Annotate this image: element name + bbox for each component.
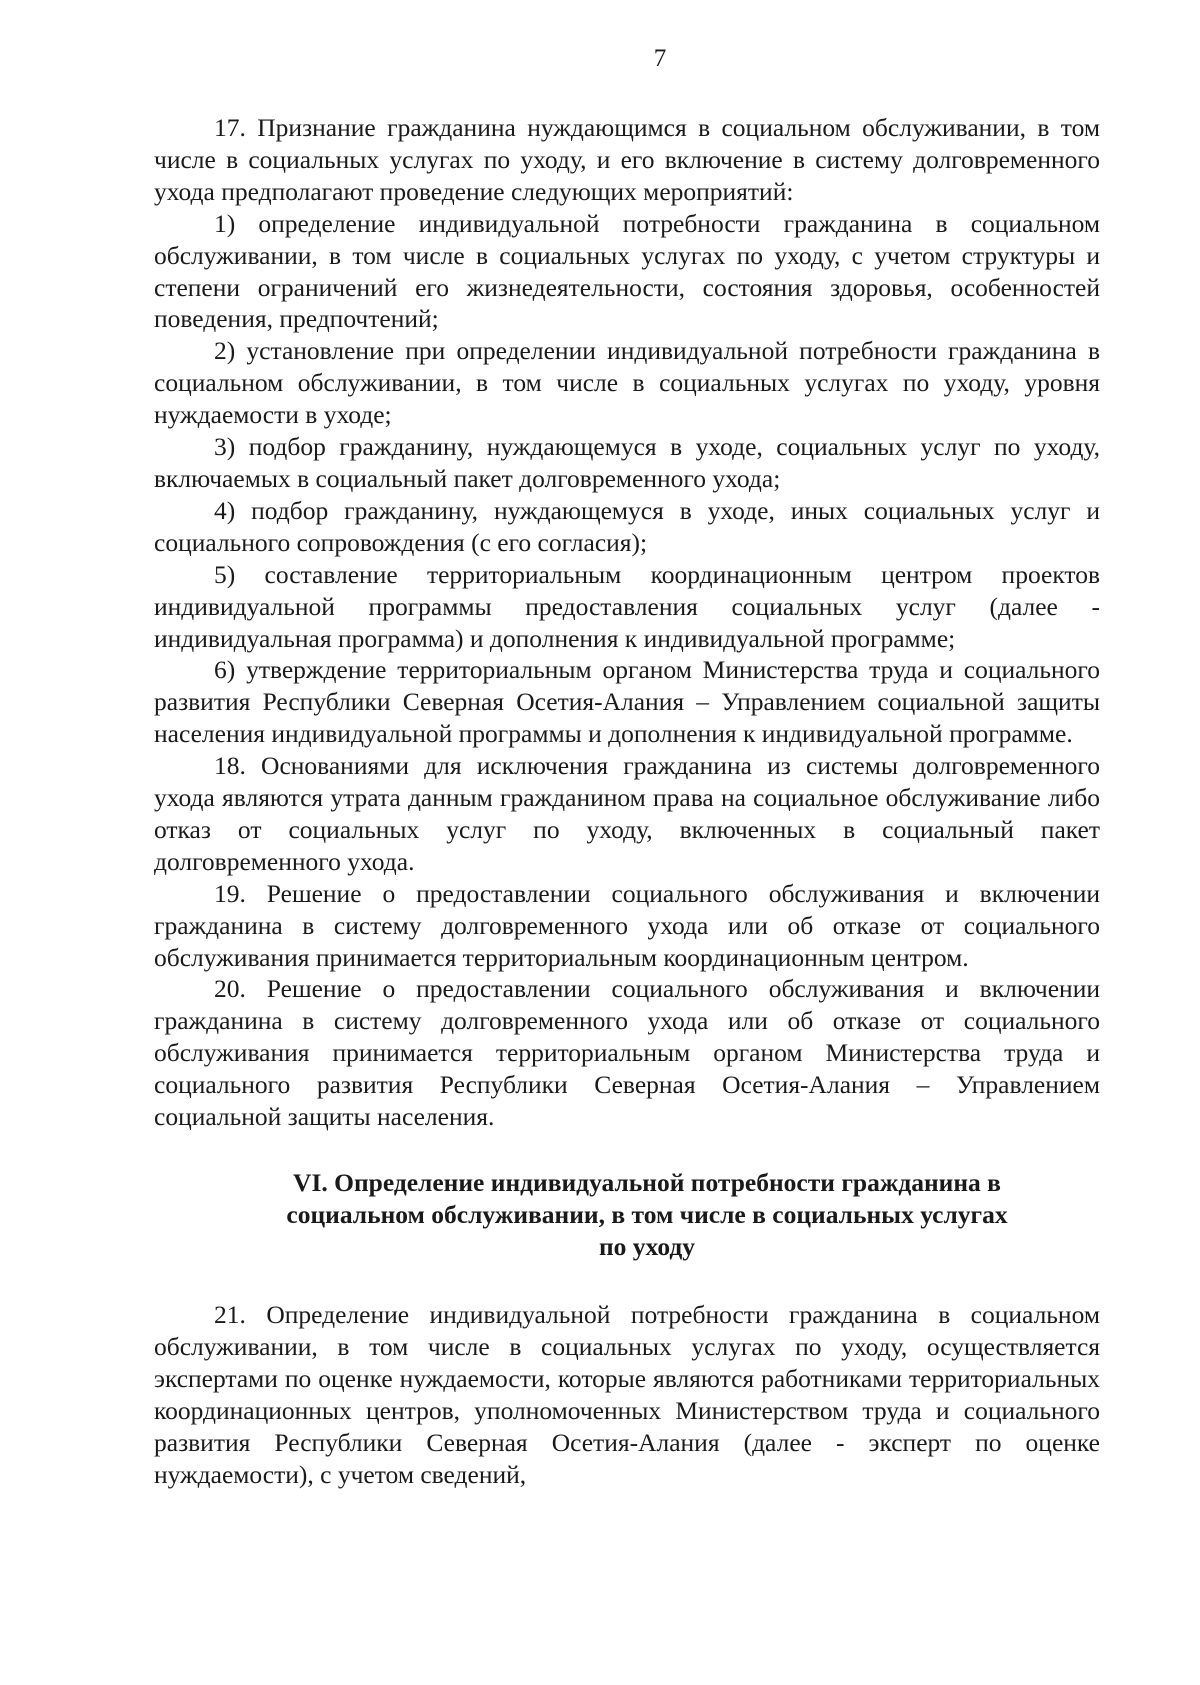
- section-heading-line-3: по уходу: [598, 1232, 695, 1261]
- section-heading-line-1: VI. Определение индивидуальной потребности гражданина в: [293, 1168, 1001, 1197]
- page-number: 7: [653, 45, 667, 72]
- document-body: [154, 112, 1100, 1490]
- list-item-1: 1) определение индивидуальной потребности гражданина в социальном обслуживании, в том числе в социальных услугах по уходу, с учетом структуры и степени ограничений его жизнедеятельности, состояния здоровья, особенностей поведения, предпочтений;: [154, 208, 1100, 334]
- list-item-5: 5) составление территориальным координационным центром проектов индивидуальной программы предоставления социальных услуг (далее - индивидуальная программа) и дополнения к индивидуальной программе;: [154, 559, 1100, 653]
- paragraph-21: 21. Определение индивидуальной потребности гражданина в социальном обслуживании, в том числе в социальных услугах по уходу, осуществляется экспертами по оценке нуждаемости, которые являются работниками территориальных координационных центров, уполномоченных Министерством труда и социального развития Республики Северная Осетия-Алания (далее - эксперт по оценке нуждаемости), с учетом сведений,: [154, 1300, 1100, 1489]
- paragraph-17: 17. Признание гражданина нуждающимся в социальном обслуживании, в том числе в социальных услугах по уходу, и его включение в систему долговременного ухода предполагают проведение следующих мероприятий:: [154, 113, 1100, 206]
- list-item-4: 4) подбор гражданину, нуждающемуся в уходе, иных социальных услуг и социального сопровождения (с его согласия);: [154, 495, 1100, 557]
- list-item-3: 3) подбор гражданину, нуждающемуся в уходе, социальных услуг по уходу, включаемых в социальный пакет долговременного ухода;: [154, 432, 1100, 493]
- paragraph-19: 19. Решение о предоставлении социального обслуживания и включении гражданина в систему долговременного ухода или об отказе от социального обслуживания принимается территориальным координационным центром.: [154, 878, 1100, 972]
- paragraph-18: 18. Основаниями для исключения гражданина из системы долговременного ухода являются утрата данным гражданином права на социальное обслуживание либо отказ от социальных услуг по уходу, включенных в социальный пакет долговременного ухода.: [154, 751, 1100, 876]
- section-heading: [154, 1167, 1100, 1263]
- section-heading-line-2: социальном обслуживании, в том числе в социальных услугах: [286, 1200, 1008, 1229]
- paragraph-20: 20. Решение о предоставлении социального обслуживания и включении гражданина в систему долговременного ухода или об отказе от социального обслуживания принимается территориальным органом Министерства труда и социального развития Республики Северная Осетия-Алания – Управлением социальной защиты населения.: [154, 974, 1100, 1132]
- list-item-2: 2) установление при определении индивидуальной потребности гражданина в социальном обслуживании, в том числе в социальных услугах по уходу, уровня нуждаемости в уходе;: [154, 336, 1100, 430]
- list-item-6: 6) утверждение территориальным органом Министерства труда и социального развития Республики Северная Осетия-Алания – Управлением социальной защиты населения индивидуальной программы и дополнения к индивидуальной программе.: [154, 655, 1100, 749]
